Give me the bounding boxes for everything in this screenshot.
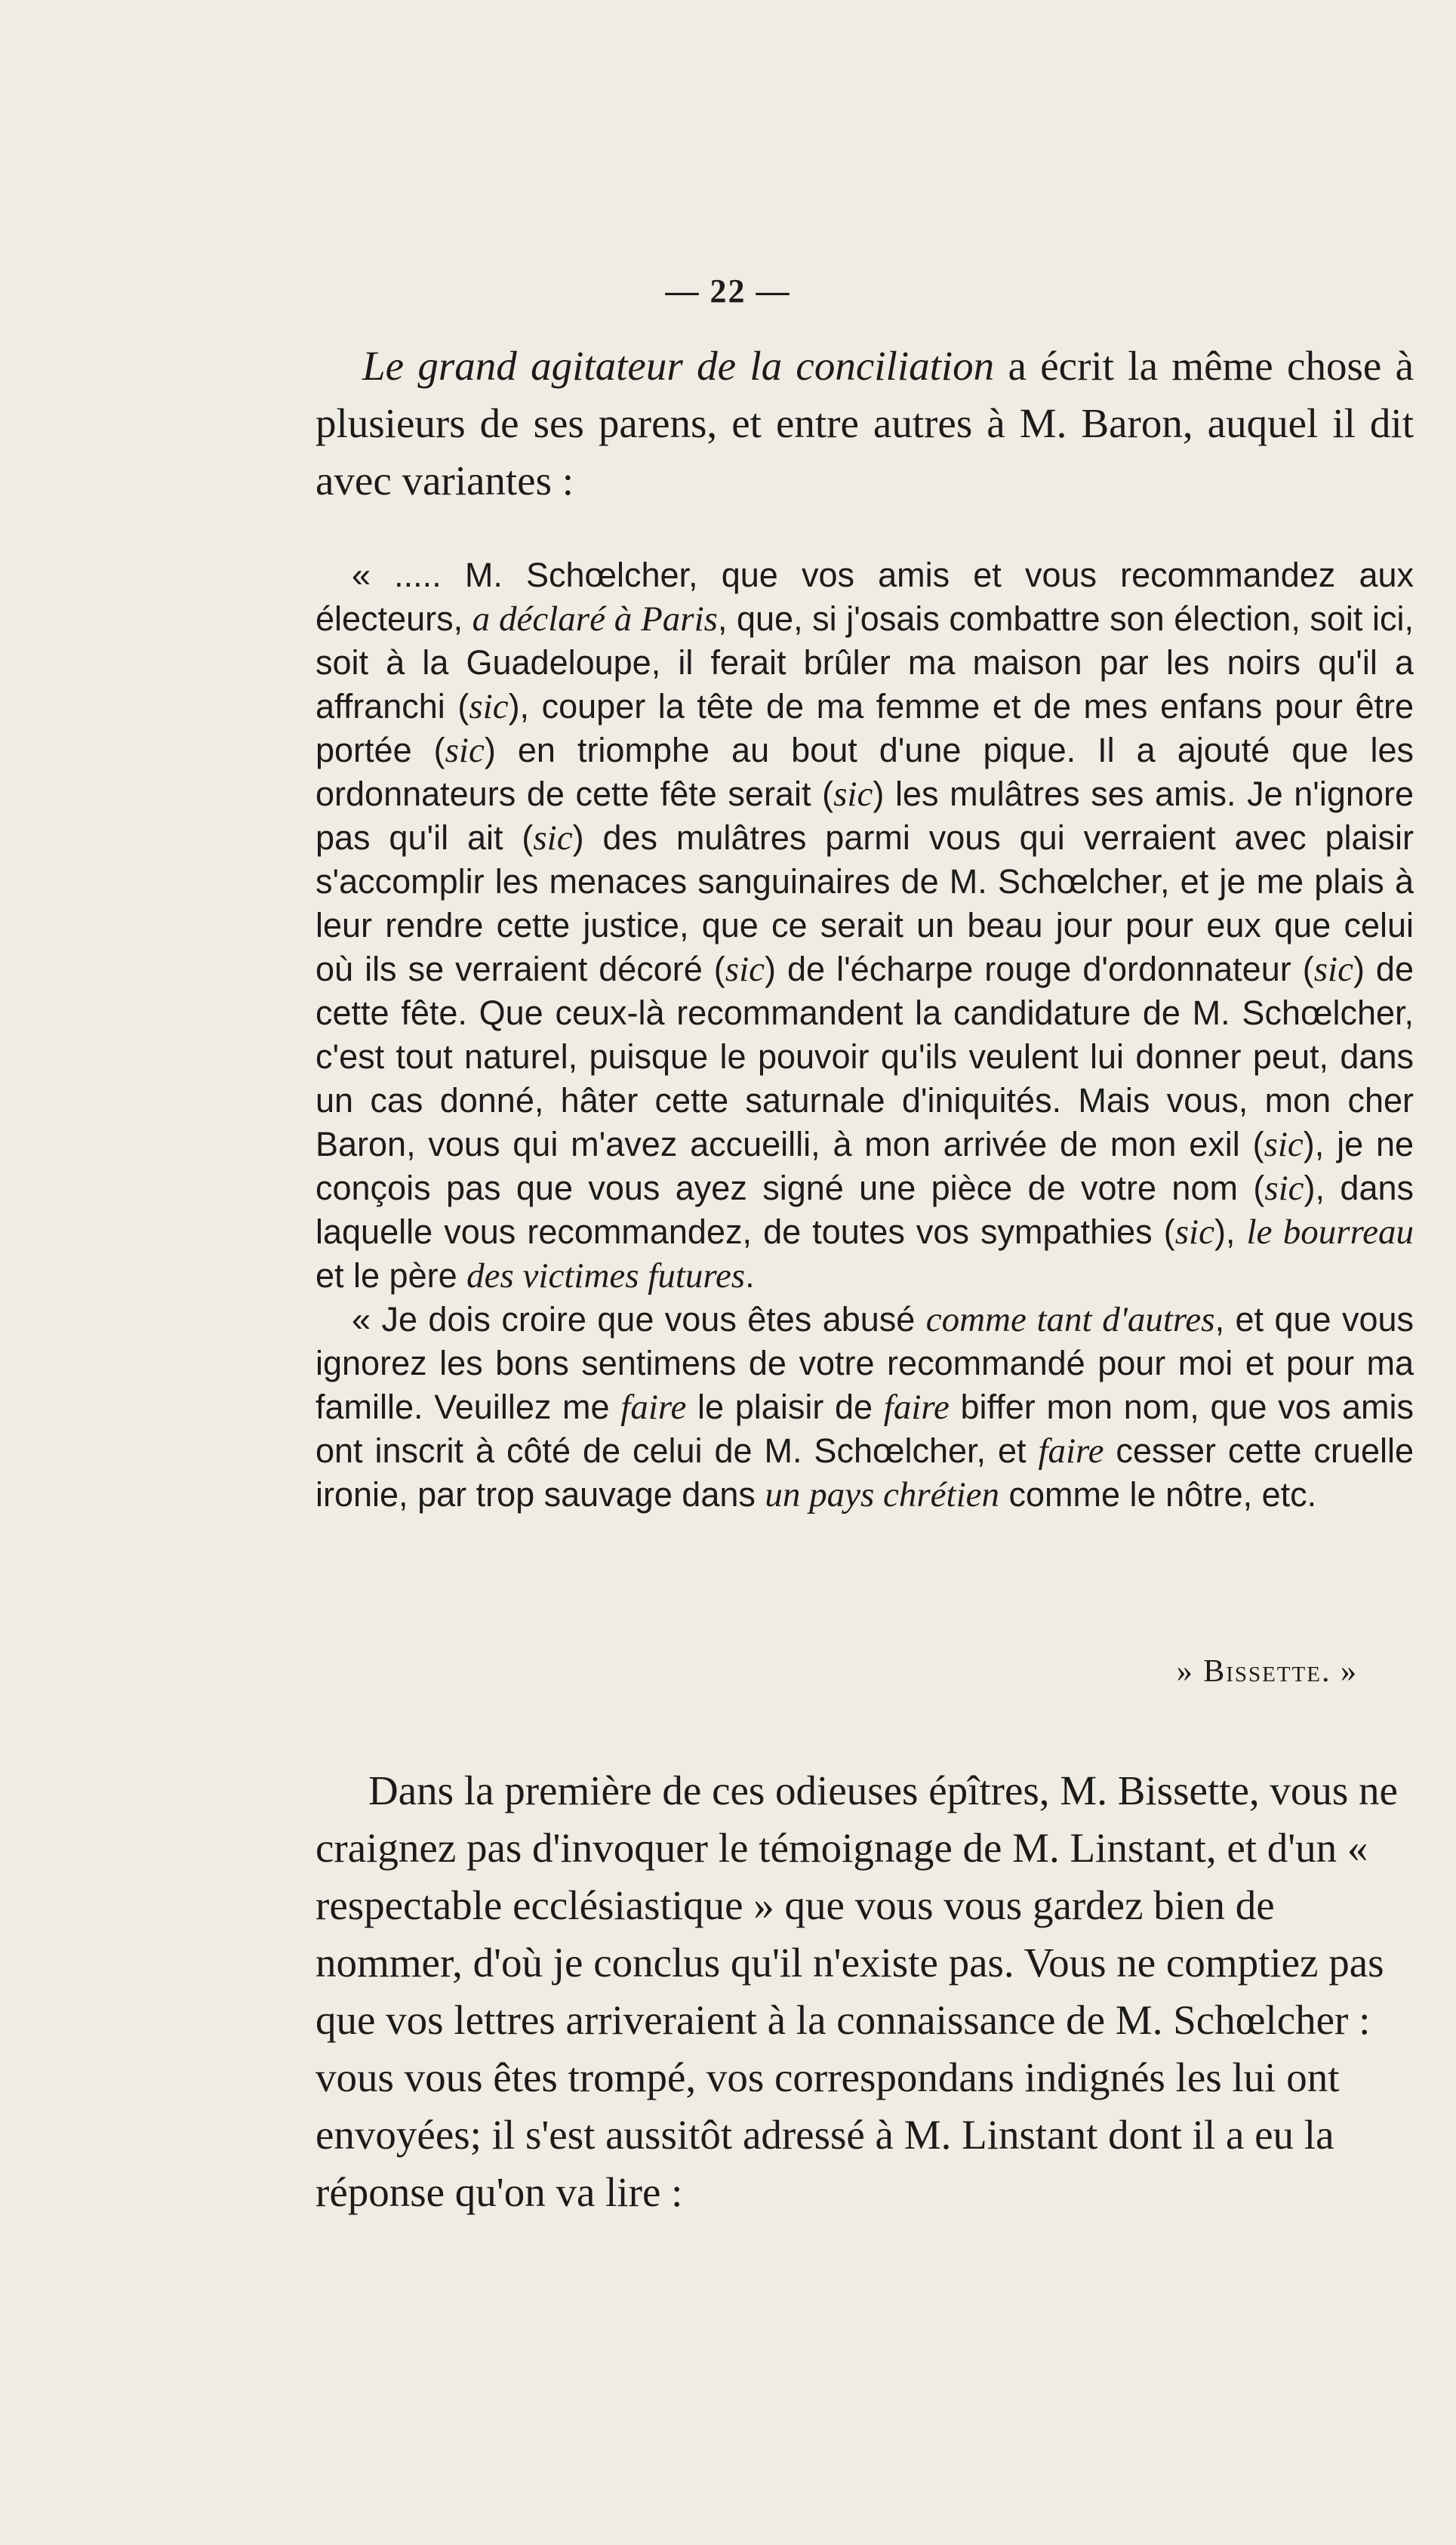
letter-text: « Je dois croire que vous êtes abusé (352, 1300, 926, 1339)
letter-text: . (745, 1256, 755, 1295)
letter-text: ) en triomphe au bout d'une pique. Il a ajouté que les ordonnateurs de cette fête serait ( (316, 731, 1414, 813)
letter-italic: le bourreau (1246, 1212, 1414, 1252)
intro-body: a écrit la même chose à plusieurs de ses parens, et entre autres à M. Baron, auquel il dit avec variantes : (316, 343, 1414, 504)
intro-paragraph (316, 337, 1414, 510)
letter-text: , et que vous ignorez les bons sentimens de votre recommandé pour moi et pour ma famille. Veuillez me (316, 1300, 1414, 1426)
letter-text: cesser cette cruelle ironie, par trop sauvage dans (316, 1431, 1414, 1514)
letter-text: ) de cette fête. Que ceux-là recommandent la candidature de M. Schœlcher, c'est tout naturel, puisque le pouvoir qu'ils veulent lui donner peut, dans un cas donné, hâter cette saturnale d'iniquités. Mais vous, mon cher Baron, vous qui m'avez accueilli, à mon arrivée de mon exil ( (316, 950, 1414, 1163)
letter-italic: sic (533, 818, 573, 858)
letter-italic: faire (883, 1388, 950, 1427)
letter-text: ) des mulâtres parmi vous qui verraient avec plaisir s'accomplir les menaces sanguinaires de M. Schœlcher, et je me plais à leur rendre cette justice, que ce serait un beau jour pour eux que celui où ils se verraient décoré ( (316, 818, 1414, 988)
page-number: — 22 — (665, 273, 791, 310)
letter-italic: sic (445, 731, 485, 770)
intro-italic-phrase: Le grand agitateur de la conciliation (362, 343, 995, 389)
letter-italic: sic (833, 775, 873, 814)
letter-text: ) de l'écharpe rouge d'ordonnateur ( (765, 950, 1314, 988)
letter-italic: des victimes futures (466, 1256, 746, 1296)
letter-italic: a déclaré à Paris (472, 599, 718, 639)
letter-text: le plaisir de (686, 1388, 884, 1426)
signature-name: Bissette (1203, 1654, 1322, 1689)
letter-text: ) les mulâtres ses amis. Je n'ignore pas qu'il ait ( (316, 775, 1414, 857)
letter-italic: sic (1264, 1125, 1304, 1164)
letter-text: comme le nôtre, etc. (999, 1475, 1317, 1514)
letter-text: ), dans laquelle vous recommandez, de toutes vos sympathies ( (316, 1169, 1414, 1251)
letter-italic: sic (1313, 950, 1353, 989)
letter-text: « ..... M. Schœlcher, que vos amis et vous recommandez aux électeurs, (316, 556, 1414, 638)
intro-text (316, 337, 1414, 510)
closing-text: Dans la première de ces odieuses épîtres, M. Bissette, vous ne craignez pas d'invoquer le témoignage de M. Linstant, et d'un « respectable ecclésiastique » que vous vous gardez bien de nommer, d'où je conclus qu'il n'existe pas. Vous ne comptiez pas que vos lettres arriveraient à la connaissance de M. Schœlcher : vous vous êtes trompé, vos correspondans indignés les lui ont envoyées; il s'est aussitôt adressé à M. Linstant dont il a eu la réponse qu'on va lire : (316, 1767, 1398, 2215)
letter-paragraph-2 (316, 1298, 1414, 1517)
letter-italic: sic (1174, 1212, 1214, 1252)
letter-text: , que, si j'osais combattre son élection, soit ici, soit à la Guadeloupe, il ferait brûler ma maison par les noirs qu'il a affranchi ( (316, 599, 1414, 726)
closing-paragraph (316, 1762, 1414, 2221)
letter-text: ), (1214, 1212, 1247, 1251)
letter-paragraph-1 (316, 553, 1414, 1298)
letter-text: ), couper la tête de ma femme et de mes enfans pour être portée ( (316, 687, 1414, 769)
signature-quote-open: » (1176, 1654, 1204, 1689)
letter-text: ), je ne conçois pas que vous ayez signé une pièce de votre nom ( (316, 1125, 1414, 1207)
letter-italic: sic (1264, 1169, 1304, 1208)
quoted-letter (316, 553, 1414, 1517)
letter-italic: sic (725, 950, 765, 989)
letter-italic: sic (469, 687, 509, 726)
signature-quote-close: . » (1322, 1654, 1358, 1689)
letter-italic: faire (620, 1388, 687, 1427)
letter-italic: un pays chrétien (765, 1475, 1000, 1514)
letter-text: et le père (316, 1256, 467, 1295)
letter-italic: faire (1038, 1431, 1104, 1471)
letter-text: biffer mon nom, que vos amis ont inscrit à côté de celui de M. Schœlcher, et (316, 1388, 1414, 1470)
letter-signature (1177, 1653, 1358, 1690)
letter-italic: comme tant d'autres (925, 1300, 1215, 1339)
